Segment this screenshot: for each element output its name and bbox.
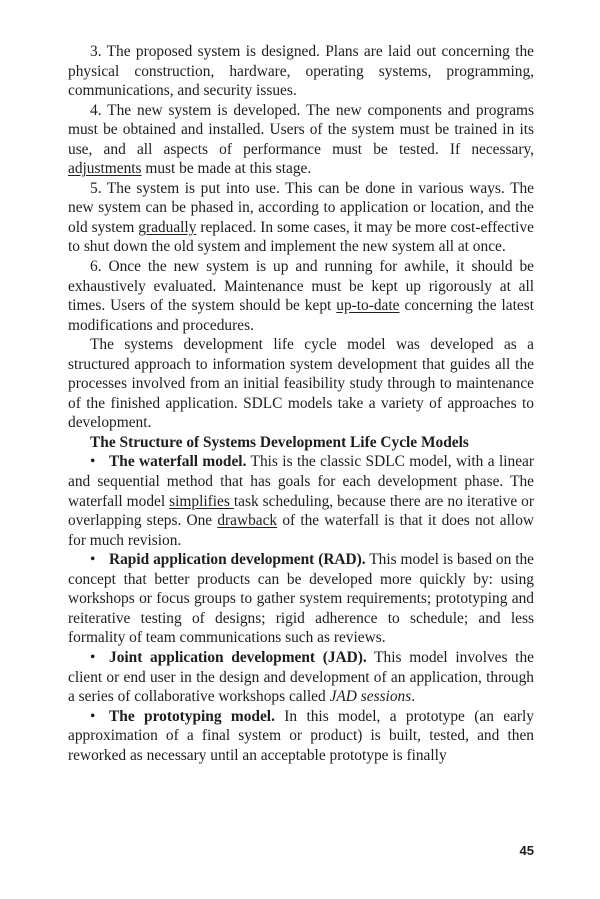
gradually-link[interactable]: gradually: [138, 218, 197, 236]
drawback-link[interactable]: drawback: [217, 512, 278, 530]
bullet-prototyping: • The prototyping model. In this model, a prototype (an early approximation of a final system or product) is built, tested, and then reworked as necessary until an acceptable prototype is finally: [68, 707, 534, 764]
page-number: 45: [519, 843, 534, 858]
bullet-rad: • Rapid application development (RAD). This model is based on the concept that better products can be developed more quickly by: using workshops or focus groups to gather system requirements; prototyping and reiterative testing of designs; rigid adherence to schedule; and less formality of team communications such as reviews.: [68, 551, 534, 647]
jad-sessions-term: JAD sessions: [329, 688, 412, 706]
page-body: [68, 42, 534, 765]
bullet-waterfall: • The waterfall model. This is the classic SDLC model, with a linear and sequential method that has goals for each development phase. The waterfall model simplifies task scheduling, because there are no iterative or overlapping steps. One drawback of the waterfall is that it does not allow for much revision.: [68, 453, 534, 549]
jad-title: Joint application development (JAD).: [109, 648, 367, 666]
step-4-paragraph: 4. The new system is developed. The new components and programs must be obtained and installed. Users of the system must be trained in its use, and all aspects of performance must be tested. If necessary, adjustments must be made at this stage.: [68, 101, 534, 178]
prototyping-title: The prototyping model.: [109, 707, 275, 725]
step-3-paragraph: 3. The proposed system is designed. Plans are laid out concerning the physical construction, hardware, operating systems, programming, communications, and security issues.: [68, 43, 534, 100]
step-6-paragraph: 6. Once the new system is up and running for awhile, it should be exhaustively evaluated. Maintenance must be kept up rigorously at all times. Users of the system should be kept up-to-date concerning the latest modifications and procedures.: [68, 258, 534, 334]
step-5-paragraph: 5. The system is put into use. This can be done in various ways. The new system can be phased in, according to application or location, and the old system gradually replaced. In some cases, it may be more cost-effective to shut down the old system and implement the new system all at once.: [68, 179, 534, 256]
bullet-icon: •: [90, 707, 96, 725]
rad-title: Rapid application development (RAD).: [109, 551, 366, 569]
bullet-icon: •: [90, 551, 96, 569]
bullet-icon: •: [90, 453, 96, 471]
waterfall-title: The waterfall model.: [109, 453, 247, 471]
intro-paragraph: The systems development life cycle model was developed as a structured approach to information system development that guides all the processes involved from an initial feasibility study through to maintenance of the finished application. SDLC models take a variety of approaches to development.: [68, 336, 534, 432]
simplifies-link[interactable]: simplifies: [169, 492, 234, 510]
bullet-icon: •: [90, 648, 96, 666]
section-heading: The Structure of Systems Development Life Cycle Models: [90, 433, 469, 451]
adjustments-link[interactable]: adjustments: [68, 160, 142, 178]
up-to-date-link[interactable]: up-to-date: [336, 297, 400, 315]
bullet-jad: • Joint application development (JAD). This model involves the client or end user in the design and development of an application, through a series of collaborative workshops called JAD sessions.: [68, 648, 534, 706]
